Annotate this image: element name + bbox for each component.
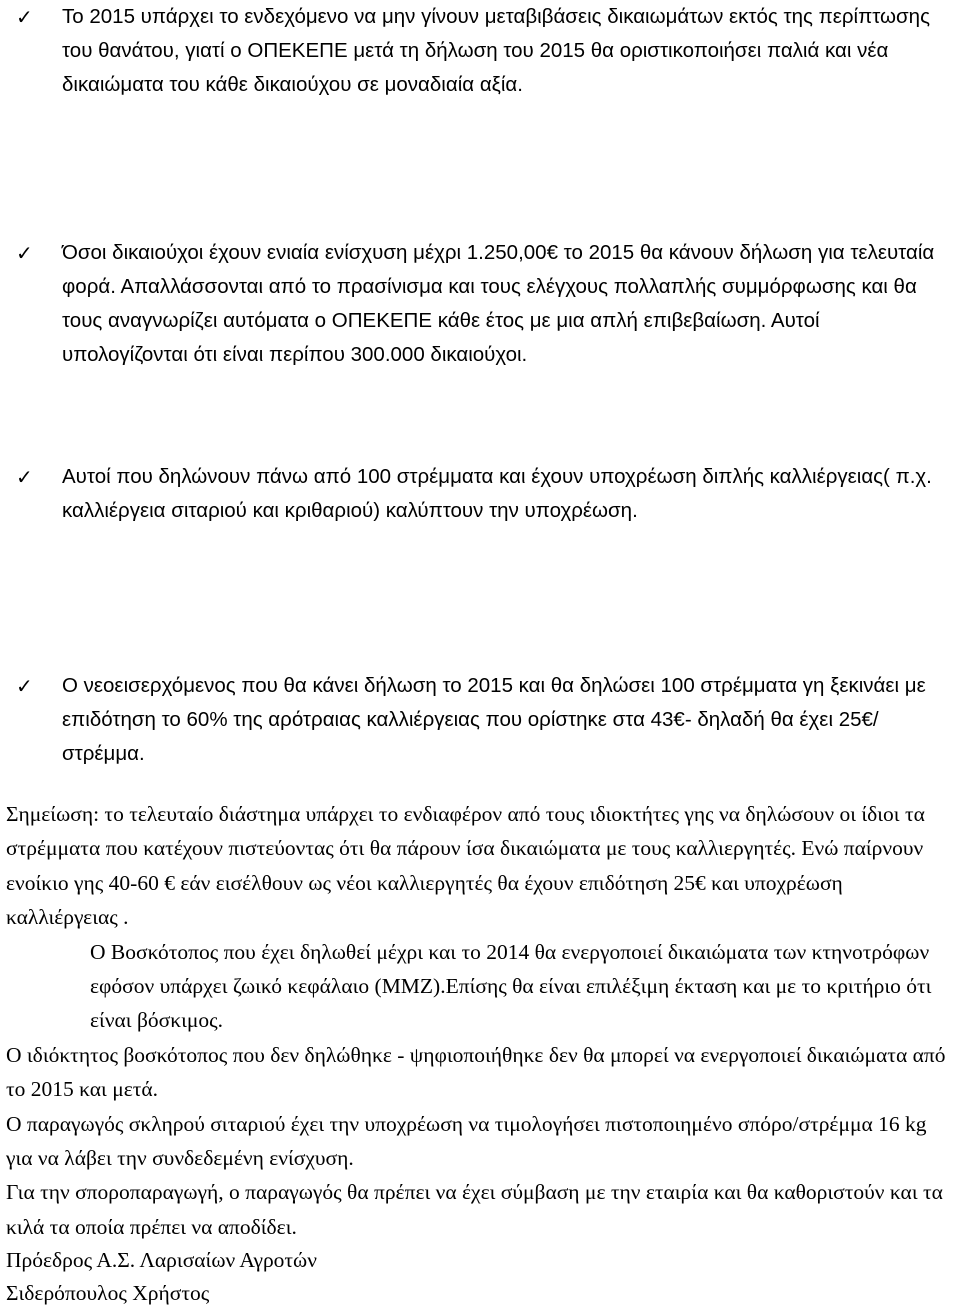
checkmark-icon: ✓ bbox=[16, 241, 33, 265]
bullet-text: Όσοι δικαιούχοι έχουν ενιαία ενίσχυση μέχρι 1.250,00€ το 2015 θα κάνουν δήλωση για τελευταία φορά. Απαλλάσσονται από το πρασίνισμα και τους ελέγχους πολλαπλής συμμόρφωσης και θα τους αναγνωρίζει αυτόματα ο ΟΠΕΚΕΠΕ κάθε έτος με μια απλή επιβεβαίωση. Αυτοί υπολογίζονται ότι είναι περίπου 300.000 δικαιούχοι. bbox=[62, 241, 935, 366]
bullet-text: Το 2015 υπάρχει το ενδεχόμενο να μην γίνουν μεταβιβάσεις δικαιωμάτων εκτός της περίπτωσης του θανάτου, γιατί ο ΟΠΕΚΕΠΕ μετά τη δήλωση του 2015 θα οριστικοποιήσει παλιά και νέα δικαιώματα του κάθε δικαιούχου σε μοναδιαία αξία. bbox=[62, 5, 930, 96]
bullet-item bbox=[16, 0, 946, 102]
note-paragraph: Σημείωση: το τελευταίο διάστημα υπάρχει το ενδιαφέρον από τους ιδιοκτήτες γης να δηλώσουν οι ίδιοι τα στρέμματα που κατέχουν πιστεύοντας ότι θα πάρουν ίσα δικαιώματα με τους καλλιεργητές. Ενώ παίρνουν ενοίκιο γης 40-60 € εάν εισέλθουν ως νέοι καλλιεργητές θα έχουν επιδότηση 25€ και υποχρέωση καλλιέργειας . bbox=[6, 802, 925, 930]
checkmark-icon: ✓ bbox=[16, 5, 33, 29]
bullet-text: Αυτοί που δηλώνουν πάνω από 100 στρέμματα και έχουν υποχρέωση διπλής καλλιέργειας( π.χ. καλλιέργεια σιταριού και κριθαριού) καλύπτουν την υποχρέωση. bbox=[62, 465, 932, 522]
bullet-item bbox=[16, 669, 946, 771]
checkmark-icon: ✓ bbox=[16, 674, 33, 698]
bullet-text: Ο νεοεισερχόμενος που θα κάνει δήλωση το 2015 και θα δηλώσει 100 στρέμματα γη ξεκινάει με επιδότηση το 60% της αρότραιας καλλιέργειας που ορίστηκε στα 43€- δηλαδή θα έχει 25€/στρέμμα. bbox=[62, 674, 926, 765]
signature-title: Πρόεδρος Α.Σ. Λαρισαίων Αγροτών bbox=[6, 1248, 317, 1272]
note-paragraph: Ο ιδιόκτητος βοσκότοπος που δεν δηλώθηκε - ψηφιοποιήθηκε δεν θα μπορεί να ενεργοποιεί δικαιώματα από το 2015 και μετά. bbox=[6, 1042, 946, 1102]
checkmark-icon: ✓ bbox=[16, 465, 33, 489]
note-paragraph: Ο παραγωγός σκληρού σιταριού έχει την υποχρέωση να τιμολογήσει πιστοποιημένο σπόρο/στρέμμα 16 kg για να λάβει την συνδεδεμένη ενίσχυση. bbox=[6, 1111, 927, 1171]
note-section bbox=[6, 797, 950, 1244]
signature-name: Σιδερόπουλος Χρήστος bbox=[6, 1281, 210, 1305]
bullet-item bbox=[16, 460, 946, 528]
signature-block bbox=[6, 1244, 606, 1310]
bullet-item bbox=[16, 236, 946, 372]
note-paragraph: Για την σποροπαραγωγή, ο παραγωγός θα πρέπει να έχει σύμβαση με την εταιρία και θα καθοριστούν και τα κιλά τα οποία πρέπει να αποδίδει. bbox=[6, 1180, 943, 1239]
note-paragraph: Ο Βοσκότοπος που έχει δηλωθεί μέχρι και το 2014 θα ενεργοποιεί δικαιώματα των κτηνοτρόφων εφόσον υπάρχει ζωικό κεφάλαιο (ΜΜΖ).Επίσης θα είναι επιλέξιμη έκταση και με το κριτήριο ότι είναι βόσκιμος. bbox=[90, 939, 932, 1033]
